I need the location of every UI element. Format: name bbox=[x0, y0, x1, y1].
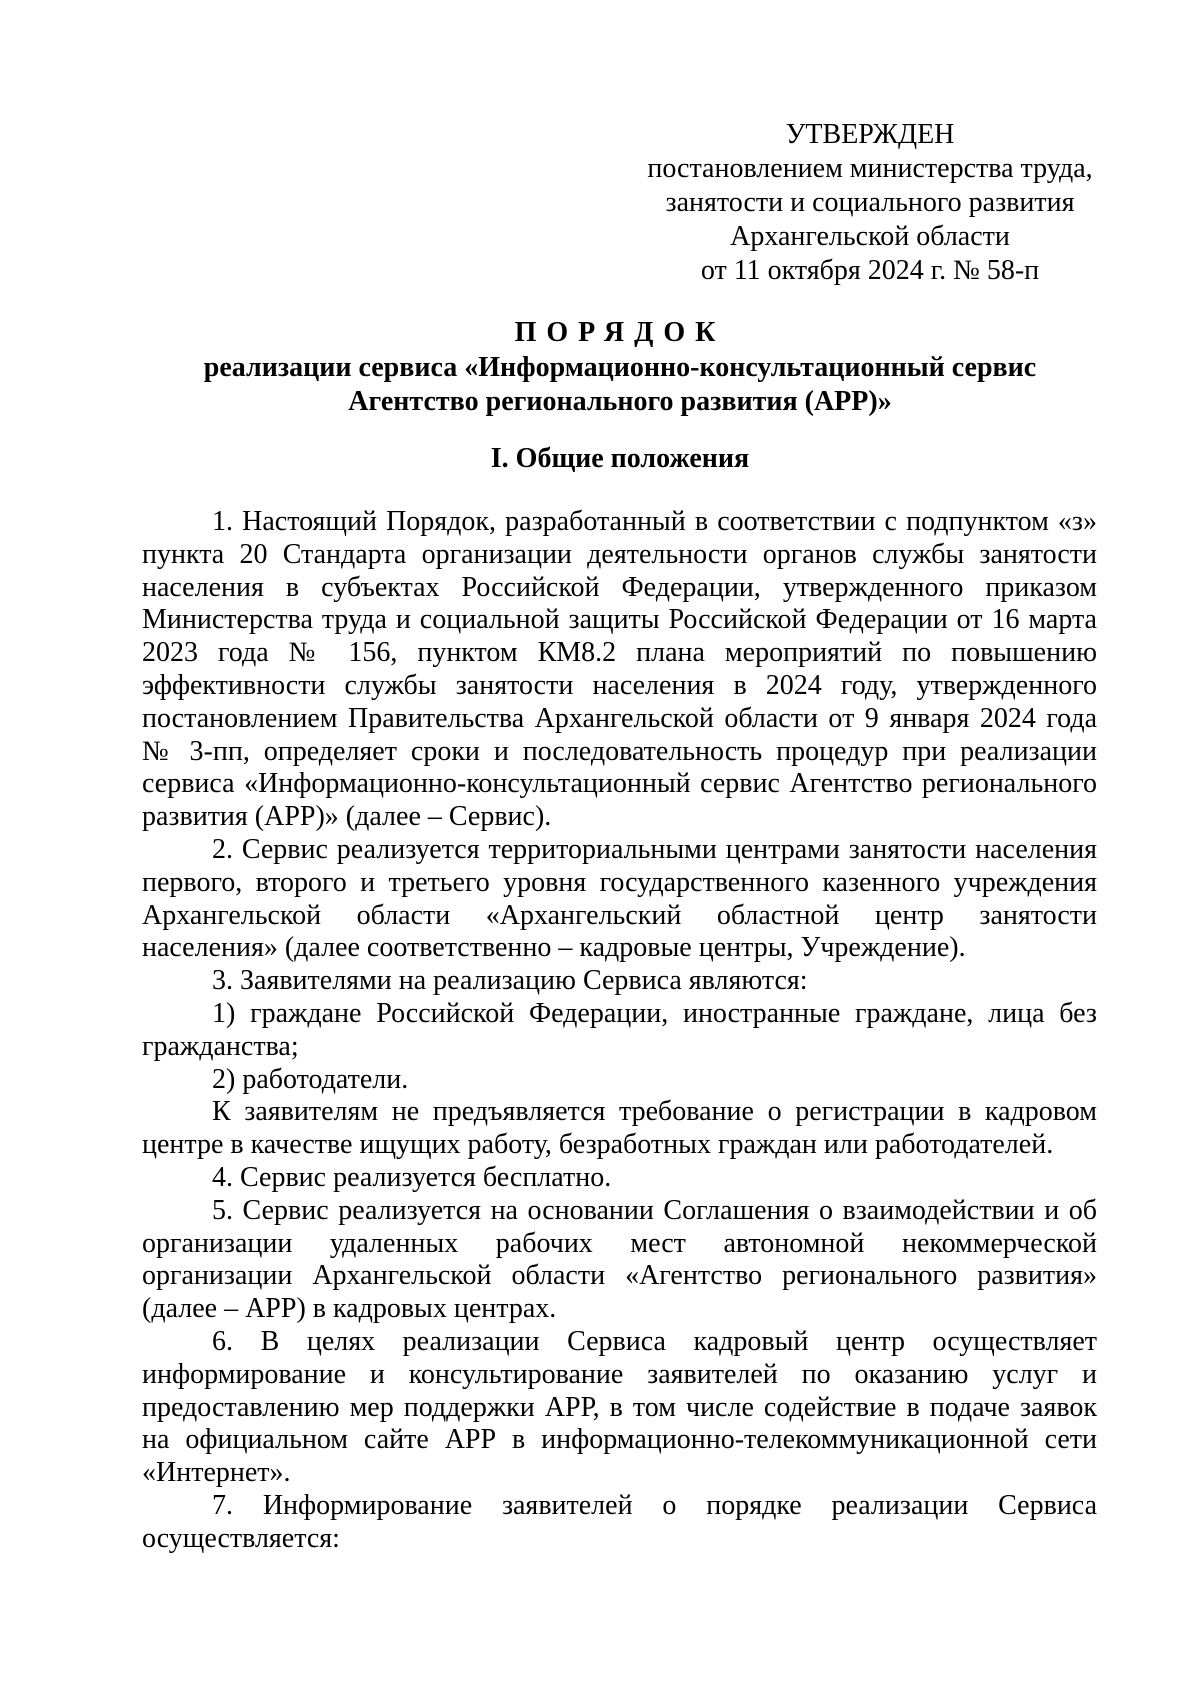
paragraph: 4. Сервис реализуется бесплатно. bbox=[212, 1161, 612, 1193]
approval-line: Архангельской области bbox=[730, 221, 1010, 252]
section-heading: I. Общие положения bbox=[490, 443, 750, 474]
approval-date: от 11 октября 2024 г. № 58-п bbox=[700, 255, 1040, 286]
paragraph: 1. Настоящий Порядок, разработанный в соответствии с подпунктом «з» пункта 20 Стандарта организации деятельности органов службы занятости населения в субъектах Российской Федерации, утвержденного приказом Министерства труда и социальной защиты Российской Федерации от 16 марта 2023 года № 156, пунктом КМ8.2 плана мероприятий по повышению эффективности службы занятости населения в 2024 году, утвержденного постановлением Правительства Архангельской области от 9 января 2024 года № 3-пп, определяет сроки и последовательность процедур при реализации сервиса «Информационно-консультационный сервис Агентство регионального развития (АРР)» (далее – Сервис). bbox=[142, 506, 1097, 833]
title-word: ПОРЯДОК bbox=[514, 317, 726, 348]
paragraph: 7. Информирование заявителей о порядке реализации Сервиса осуществляется: bbox=[142, 1489, 1097, 1554]
paragraph: 6. В целях реализации Сервиса кадровый центр осуществляет информирование и консультирование заявителей по оказанию услуг и предоставлению мер поддержки АРР, в том числе содействие в подаче заявок на официальном сайте АРР в информационно-телекоммуникационной сети «Интернет». bbox=[142, 1325, 1097, 1489]
paragraph: К заявителям не предъявляется требование о регистрации в кадровом центре в качестве ищущих работу, безработных граждан или работодателей. bbox=[142, 1096, 1097, 1161]
title-line: реализации сервиса «Информационно-консультационный сервис bbox=[203, 352, 1037, 383]
paragraph: 1) граждане Российской Федерации, иностранные граждане, лица без гражданства; bbox=[142, 997, 1097, 1062]
approval-block bbox=[640, 118, 1100, 288]
paragraph: 5. Сервис реализуется на основании Соглашения о взаимодействии и об организации удаленных рабочих мест автономной некоммерческой организации Архангельской области «Агентство регионального развития» (далее – АРР) в кадровых центрах. bbox=[142, 1194, 1097, 1325]
approval-status: УТВЕРЖДЕН bbox=[785, 119, 955, 150]
document-body bbox=[142, 506, 1097, 1556]
document-title bbox=[140, 316, 1100, 419]
approval-line: постановлением министерства труда, bbox=[647, 153, 1093, 184]
approval-line: занятости и социального развития bbox=[665, 187, 1075, 218]
paragraph: 2. Сервис реализуется территориальными центрами занятости населения первого, второго и третьего уровня государственного казенного учреждения Архангельской области «Архангельский областной центр занятости населения» (далее соответственно – кадровые центры, Учреждение). bbox=[142, 833, 1097, 964]
title-line: Агентство регионального развития (АРР)» bbox=[348, 386, 892, 417]
paragraph: 2) работодатели. bbox=[212, 1063, 409, 1095]
paragraph: 3. Заявителями на реализацию Сервиса являются: bbox=[212, 965, 808, 997]
